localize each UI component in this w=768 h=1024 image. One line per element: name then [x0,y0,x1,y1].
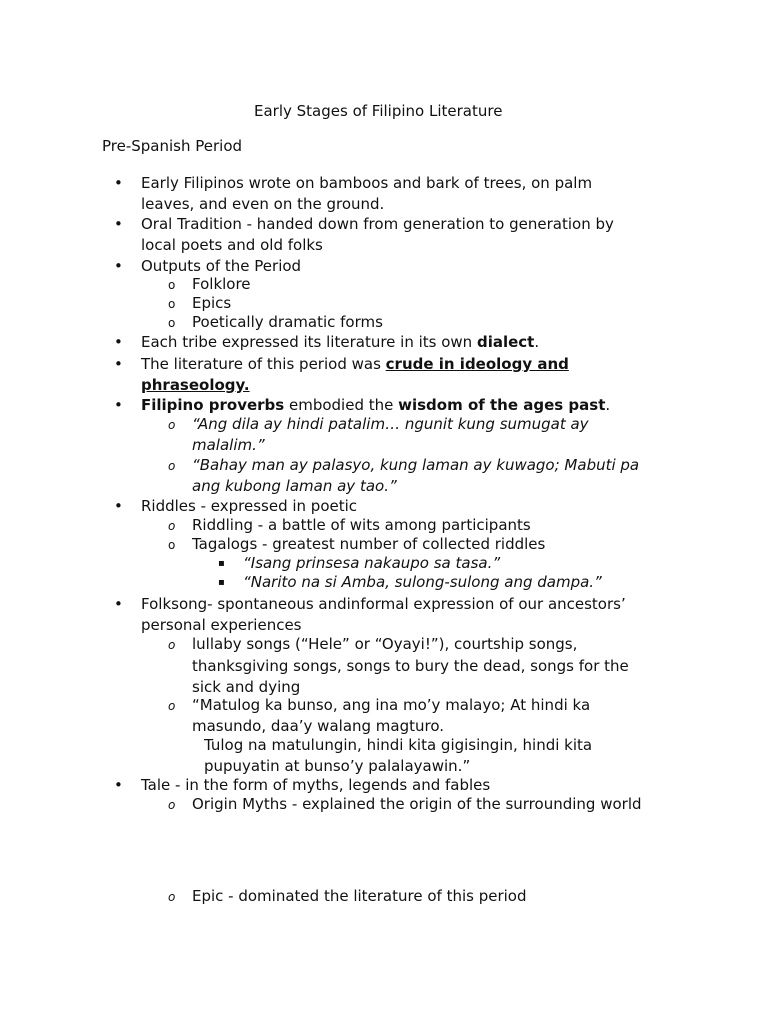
sub-item-text: Origin Myths - explained the origin of the surrounding world [192,795,642,813]
bullet-disc: • [114,355,123,373]
riddle-text: “Narito na si Amba, sulong-sulong ang dampa.” [243,573,602,591]
list-item-text: Outputs of the Period [141,257,302,275]
sub-item-text: Epics [192,294,232,312]
list-item-text: personal experiences [141,616,302,634]
bullet-circle: o [168,798,176,812]
bullet-disc: • [114,776,123,794]
bullet-disc: • [114,257,123,275]
text-run: . [534,333,540,351]
list-item-text: Early Filipinos wrote on bamboos and bark of trees, on palm [141,174,593,192]
sub-item-text: lullaby songs (“Hele” or “Oyayi!”), courtship songs, [192,635,578,653]
bullet-circle: o [168,699,176,713]
bullet-circle: o [168,638,176,652]
bullet-circle: o [168,316,176,330]
bullet-circle: o [168,418,176,432]
sub-item-text: Tagalogs - greatest number of collected riddles [192,535,546,553]
bullet-circle: o [168,459,176,473]
text-run: Each tribe expressed its literature in its own [141,333,477,351]
list-item-text [141,395,610,415]
bullet-disc: • [114,333,123,351]
bold-term: wisdom of the ages past [398,396,606,414]
sub-item-text: Epic - dominated the literature of this period [192,887,527,905]
text-run: The literature of this period was [141,355,386,373]
text-run: embodied the [284,396,399,414]
list-item-text [141,332,539,352]
bullet-disc: • [114,497,123,515]
proverb-text: ang kubong laman ay tao.” [192,477,397,495]
section-heading: Pre-Spanish Period [102,137,243,155]
sub-item-text: Folklore [192,275,251,293]
lullaby-text: masundo, daa’y walang magturo. [192,717,445,735]
lullaby-text: pupuyatin at bunso’y palalayawin.” [204,757,471,775]
bullet-circle: o [168,890,176,904]
list-item-text: Oral Tradition - handed down from generation to generation by [141,215,614,233]
list-item-text: Tale - in the form of myths, legends and fables [141,776,491,794]
sub-item-text: sick and dying [192,678,301,696]
bullet-circle: o [168,278,176,292]
bullet-disc: • [114,215,123,233]
bullet-circle: o [168,297,176,311]
bullet-disc: • [114,396,123,414]
bullet-circle: o [168,538,176,552]
text-run: . [605,396,611,414]
list-item-text: leaves, and even on the ground. [141,195,385,213]
sub-item-text: thanksgiving songs, songs to bury the dead, songs for the [192,657,629,675]
bold-underlined-phrase: phraseology. [141,376,250,394]
proverb-text: malalim.” [192,436,265,454]
bold-term: Filipino proverbs [141,396,285,414]
list-item-text: Folksong- spontaneous andinformal expression of our ancestors’ [141,595,626,613]
sub-item-text: Poetically dramatic forms [192,313,383,331]
bullet-disc: • [114,595,123,613]
lullaby-text: Tulog na matulungin, hindi kita gigisingin, hindi kita [204,736,593,754]
sub-item-text: Riddling - a battle of wits among participants [192,516,531,534]
bullet-square: ▪ [218,558,225,569]
list-item-text: local poets and old folks [141,236,323,254]
proverb-text: “Ang dila ay hindi patalim… ngunit kung sumugat ay [192,415,589,433]
bullet-square: ▪ [218,577,225,588]
list-item-text: Riddles - expressed in poetic [141,497,358,515]
lullaby-text: “Matulog ka bunso, ang ina mo’y malayo; At hindi ka [192,696,591,714]
bullet-disc: • [114,174,123,192]
riddle-text: “Isang prinsesa nakaupo sa tasa.” [243,554,501,572]
bold-term: dialect [476,333,535,351]
bold-underlined-phrase: crude in ideology and [385,355,569,373]
document-title: Early Stages of Filipino Literature [254,102,503,120]
proverb-text: “Bahay man ay palasyo, kung laman ay kuwago; Mabuti pa [192,456,640,474]
bullet-circle: o [168,519,176,533]
list-item-text [141,354,569,374]
